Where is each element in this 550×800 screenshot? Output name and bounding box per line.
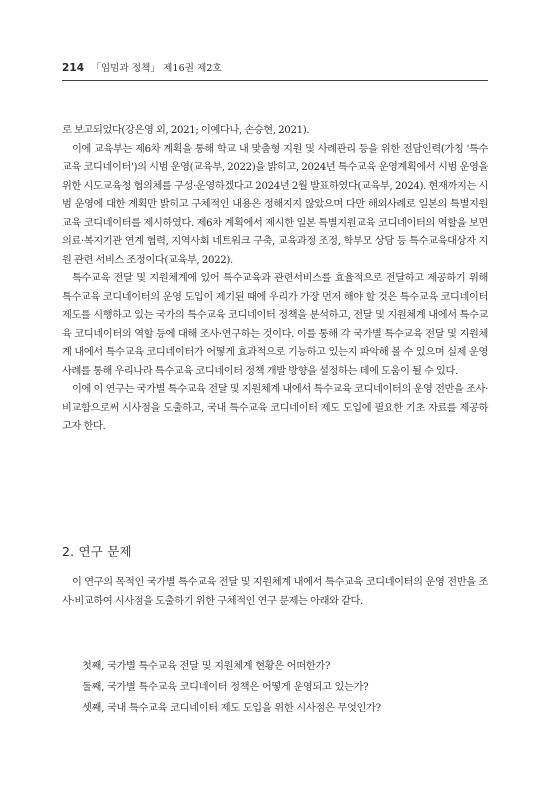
page-number: 214 xyxy=(62,62,85,74)
journal-title: 「임밈과 정책」 제16권 제2호 xyxy=(91,63,222,74)
paragraph-study-aim: 이에 이 연구는 국가별 특수교육 전달 및 지원체계 내에서 특수교육 코디네이터의 운영 전반을 조사·비교함으로써 시사점을 도출하고, 국내 특수교육 코디네이터 제도 도입에 필요한 기초 자료를 제공하고자 한다. xyxy=(62,384,488,432)
paragraph-continuation: 로 보고되었다(강은영 외, 2021; 이예다나, 손승현, 2021). xyxy=(62,125,310,136)
paragraph-ministry-plan: 이에 교육부는 제6차 계획을 통해 학교 내 맞춤형 지원 및 사례관리 등을 위한 전담인력(가칭 '특수교육 코디네이터')의 시범 운영(교육부, 2022)을 밝히고, 2024년 특수교육 운영계획에서 시범 운영을 위한 시도교육청 협의체를 구성·운영하겠다고 2024년 2월 발표하였다(교육부, 2024). 현재까지는 시범 운영에 대한 계획만 밝히고 구체적인 내용은 정해지지 않았으며 다만 해외사례로 일본의 특별지원교육 코디네이터를 제시하였다. 제6차 계획에서 제시한 일본 특별지원교육 코디네이터의 역할을 보면 의료·복지기관 연계 협력, 지역사회 네트워크 구축, 교육과정 조정, 학부모 상담 등 특수교육대상자 지원 관련 서비스 조정이다(교육부, 2022). xyxy=(62,143,488,266)
paragraph-coordinator-need: 특수교육 전달 및 지원체계에 있어 특수교육과 관련서비스를 효율적으로 전달하고 제공하기 위해 특수교육 코디네이터의 운영 도입이 제기된 때에 우리가 가장 먼저 해야 할 것은 특수교육 코디네이터 제도를 시행하고 있는 국가의 특수교육 코디네이터 정책을 분석하고, 전달 및 지원체계 내에서 특수교육 코디네이터의 역할 등에 대해 조사·연구하는 것이다. 이를 통해 각 국가별 특수교육 전달 및 지원체계 내에서 특수교육 코디네이터가 어떻게 효과적으로 기능하고 있는지 파악해 볼 수 있으며 실제 운영 사례를 통해 우리나라 특수교육 코디네이터 정책 개발 방향을 설정하는 데에 도움이 될 수 있다. xyxy=(62,273,488,377)
research-question: 둘째, 국가별 특수교육 코디네이터 정책은 어떻게 운영되고 있는가? xyxy=(82,682,369,693)
section-title: 2. 연구 문제 xyxy=(62,544,132,559)
section-body xyxy=(62,574,488,611)
body-text xyxy=(62,122,488,437)
research-question: 셋째, 국내 특수교육 코디네이터 제도 도입을 위한 시사점은 무엇인가? xyxy=(82,703,381,714)
research-questions-list xyxy=(82,656,488,719)
research-questions-intro: 이 연구의 목적인 국가별 특수교육 전달 및 지원체계 내에서 특수교육 코디네이터의 운영 전반을 조사·비교하여 시사점을 도출하기 위한 구체적인 연구 문제는 아래와 같다. xyxy=(62,577,488,607)
header-rule xyxy=(62,80,488,81)
research-question: 첫째, 국가별 특수교육 전달 및 지원체계 현황은 어떠한가? xyxy=(82,661,331,672)
running-header xyxy=(62,60,222,74)
